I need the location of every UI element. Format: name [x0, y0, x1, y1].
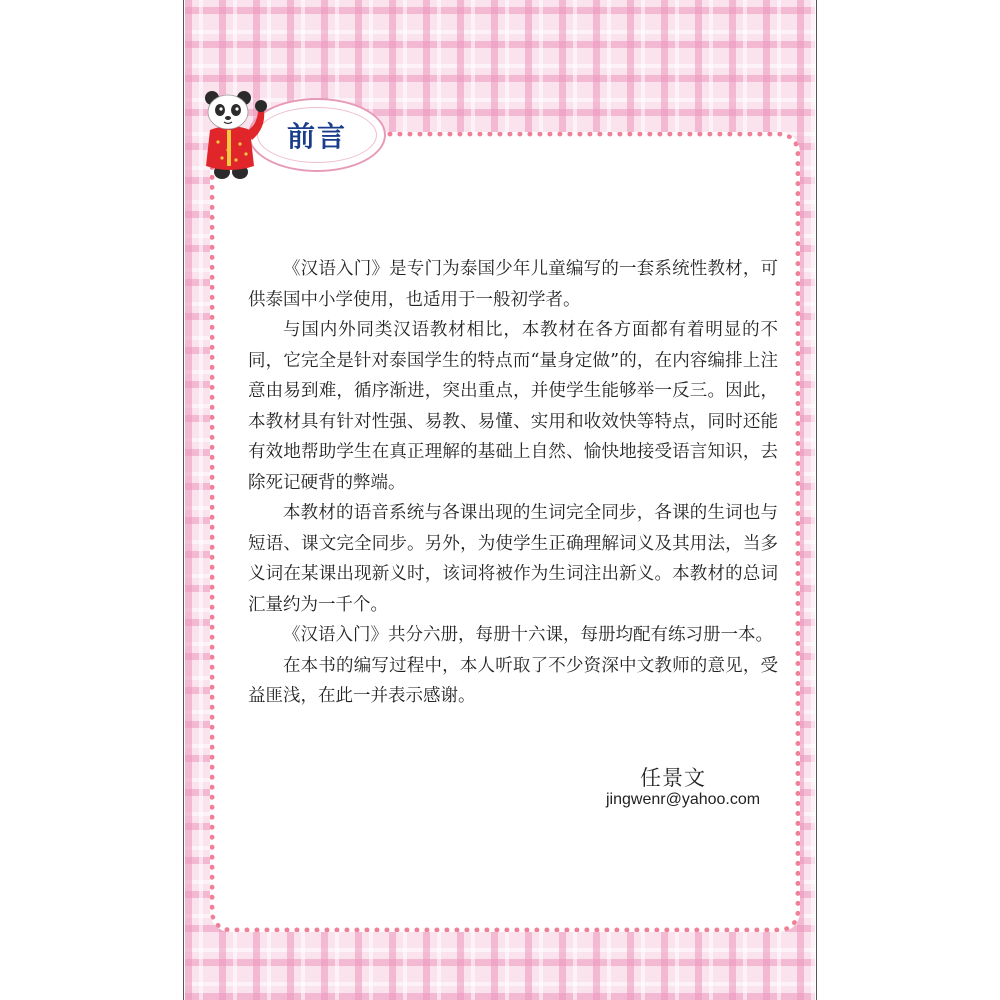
paragraph: 《汉语入门》是专门为泰国少年儿童编写的一套系统性教材，可供泰国中小学使用，也适用于一般初学者。: [248, 259, 778, 310]
page-title: 前言: [286, 120, 347, 153]
preface-body: [248, 254, 778, 712]
paragraph: 与国内外同类汉语教材相比，本教材在各方面都有着明显的不同，它完全是针对泰国学生的特点而“量身定做”的，在内容编排上注意由易到难，循序渐进，突出重点，并使学生能够举一反三。因此，本教材具有针对性强、易教、易懂、实用和收效快等特点，同时还能有效地帮助学生在真正理解的基础上自然、愉快地接受语言知识，去除死记硬背的弊端。: [248, 320, 778, 493]
paragraph: 《汉语入门》共分六册，每册十六课，每册均配有练习册一本。: [283, 625, 773, 645]
author-email: jingwenr@yahoo.com: [606, 791, 761, 808]
author-name: 任景文: [640, 766, 706, 790]
panda-mascot-icon: [196, 86, 276, 182]
paragraph: 在本书的编写过程中，本人听取了不少资深中文教师的意见，受益匪浅，在此一并表示感谢。: [248, 655, 778, 706]
paragraph: 本教材的语音系统与各课出现的生词完全同步，各课的生词也与短语、课文完全同步。另外，为使学生正确理解词义及其用法，当多义词在某课出现新义时，该词将被作为生词注出新义。本教材的总词汇量约为一千个。: [248, 503, 778, 615]
